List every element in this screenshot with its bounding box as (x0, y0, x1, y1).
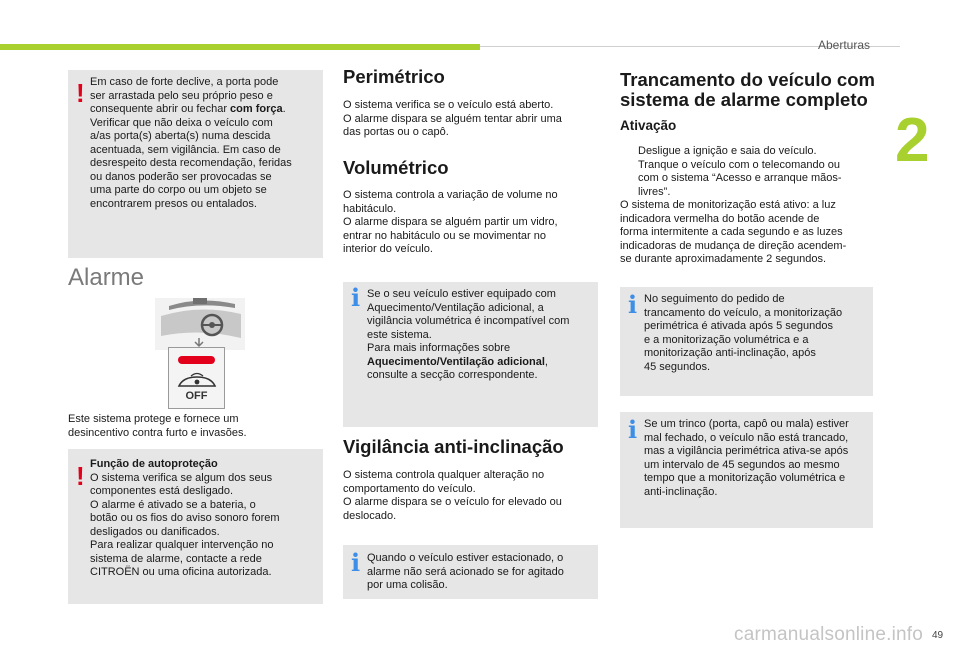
info-icon: i (628, 415, 638, 444)
info-text: Se um trinco (porta, capô ou mala) estiver mal fechado, o veículo não está trancado, mas a vigilância perimétrica ativa-se após um intervalo de 45 segundos ao mesmo tempo que a monitorização volumétrica e anti-inclinação. (644, 418, 849, 498)
info-text: Se o seu veículo estiver equipado com Aquecimento/Ventilação adicional, a vigilância volumétrica é incompatível com este sistema. Para mais informações sobre Aquecimento/Ventilação adicional, consulte a secção correspondente. (367, 288, 570, 381)
car-alarm-icon (175, 372, 219, 390)
warning-box-selfprotection (68, 449, 323, 604)
heading-ativacao: Ativação (620, 118, 677, 133)
list-item: Tranque o veículo com o telecomando ou com o sistema “Acesso e arranque mãos- livres”. (638, 158, 842, 198)
info-text: Quando o veículo estiver estacionado, o alarme não será acionado se for agitado por uma colisão. (367, 552, 564, 591)
alarm-led (178, 356, 215, 364)
heading-volumetrico: Volumétrico (343, 157, 449, 178)
watermark[interactable]: carmanualsonline.info (734, 624, 924, 645)
warning-text: Função de autoproteção O sistema verifica se algum dos seus componentes está desligado. O alarme é ativado se a bateria, o botão ou os fios do aviso sonoro forem desligados ou danificados. Para realizar qualquer intervenção no sistema de alarme, contacte a rede CITROËN ou uma oficina autorizada. (90, 458, 280, 578)
volumetrico-text: O sistema controla a variação de volume no habitáculo. O alarme dispara se alguém partir um vidro, entrar no habitáculo ou se movimentar no interior do veículo. (343, 189, 558, 255)
info-box-heating (343, 282, 598, 427)
info-box-parked (343, 545, 598, 599)
info-icon: i (628, 290, 638, 319)
header-accent-bar (0, 44, 480, 50)
alarm-button-panel (168, 347, 225, 409)
info-text: No seguimento do pedido de trancamento do veículo, a monitorização perimétrica é ativada após 5 segundos e a monitorização volumétrica e a monitorização anti-inclinação, após 45 segundos. (644, 293, 843, 373)
alarm-sensor-illustration (155, 294, 245, 350)
warning-icon: ! (76, 78, 85, 108)
perimetrico-text: O sistema verifica se o veículo está aberto. O alarme dispara se alguém tentar abrir uma das portas ou o capô. (343, 99, 562, 138)
page-number: 49 (932, 630, 944, 641)
info-box-lock-timing (620, 287, 873, 396)
warning-icon: ! (76, 461, 85, 491)
heading-trancamento: Trancamento do veículo com sistema de alarme completo (620, 69, 875, 110)
info-icon: i (351, 548, 361, 577)
heading-perimetrico: Perimétrico (343, 66, 445, 87)
chapter-number: 2 (895, 106, 930, 175)
warning-box-slope (68, 70, 323, 258)
info-icon: i (351, 283, 361, 312)
section-title-alarme: Alarme (68, 264, 145, 291)
list-item: Desligue a ignição e saia do veículo. (638, 145, 817, 157)
vigilancia-text: O sistema controla qualquer alteração no comportamento do veículo. O alarme dispara se o veículo for elevado ou deslocado. (343, 469, 562, 522)
info-box-latch (620, 412, 873, 528)
heading-vigilancia: Vigilância anti-inclinação (343, 436, 564, 457)
alarme-intro: Este sistema protege e fornece um desincentivo contra furto e invasões. (68, 413, 247, 439)
ativacao-steps: Desligue a ignição e saia do veículo. Tranque o veículo com o telecomando ou com o sistema “Acesso e arranque mãos- livres”. O sistema de monitorização está ativo: a luz indicadora vermelha do botão acende de forma intermitente a cada segundo e as luzes indicadoras de mudança de direção acendem- se durante aproximadamente 2 segundos. (620, 145, 880, 267)
section-name: Aberturas (818, 38, 871, 52)
off-label: OFF (185, 390, 208, 402)
warning-text: Em caso de forte declive, a porta pode ser arrastada pelo seu próprio peso e consequente abrir ou fechar com força. Verificar que não deixa o veículo com a/as porta(s) aberta(s) numa descida acentuada, sem vigilância. Em caso de desrespeito desta recomendação, feridas ou danos poderão ser provocadas se uma parte do corpo ou um objeto se encontrarem presos ou entalados. (90, 76, 292, 210)
